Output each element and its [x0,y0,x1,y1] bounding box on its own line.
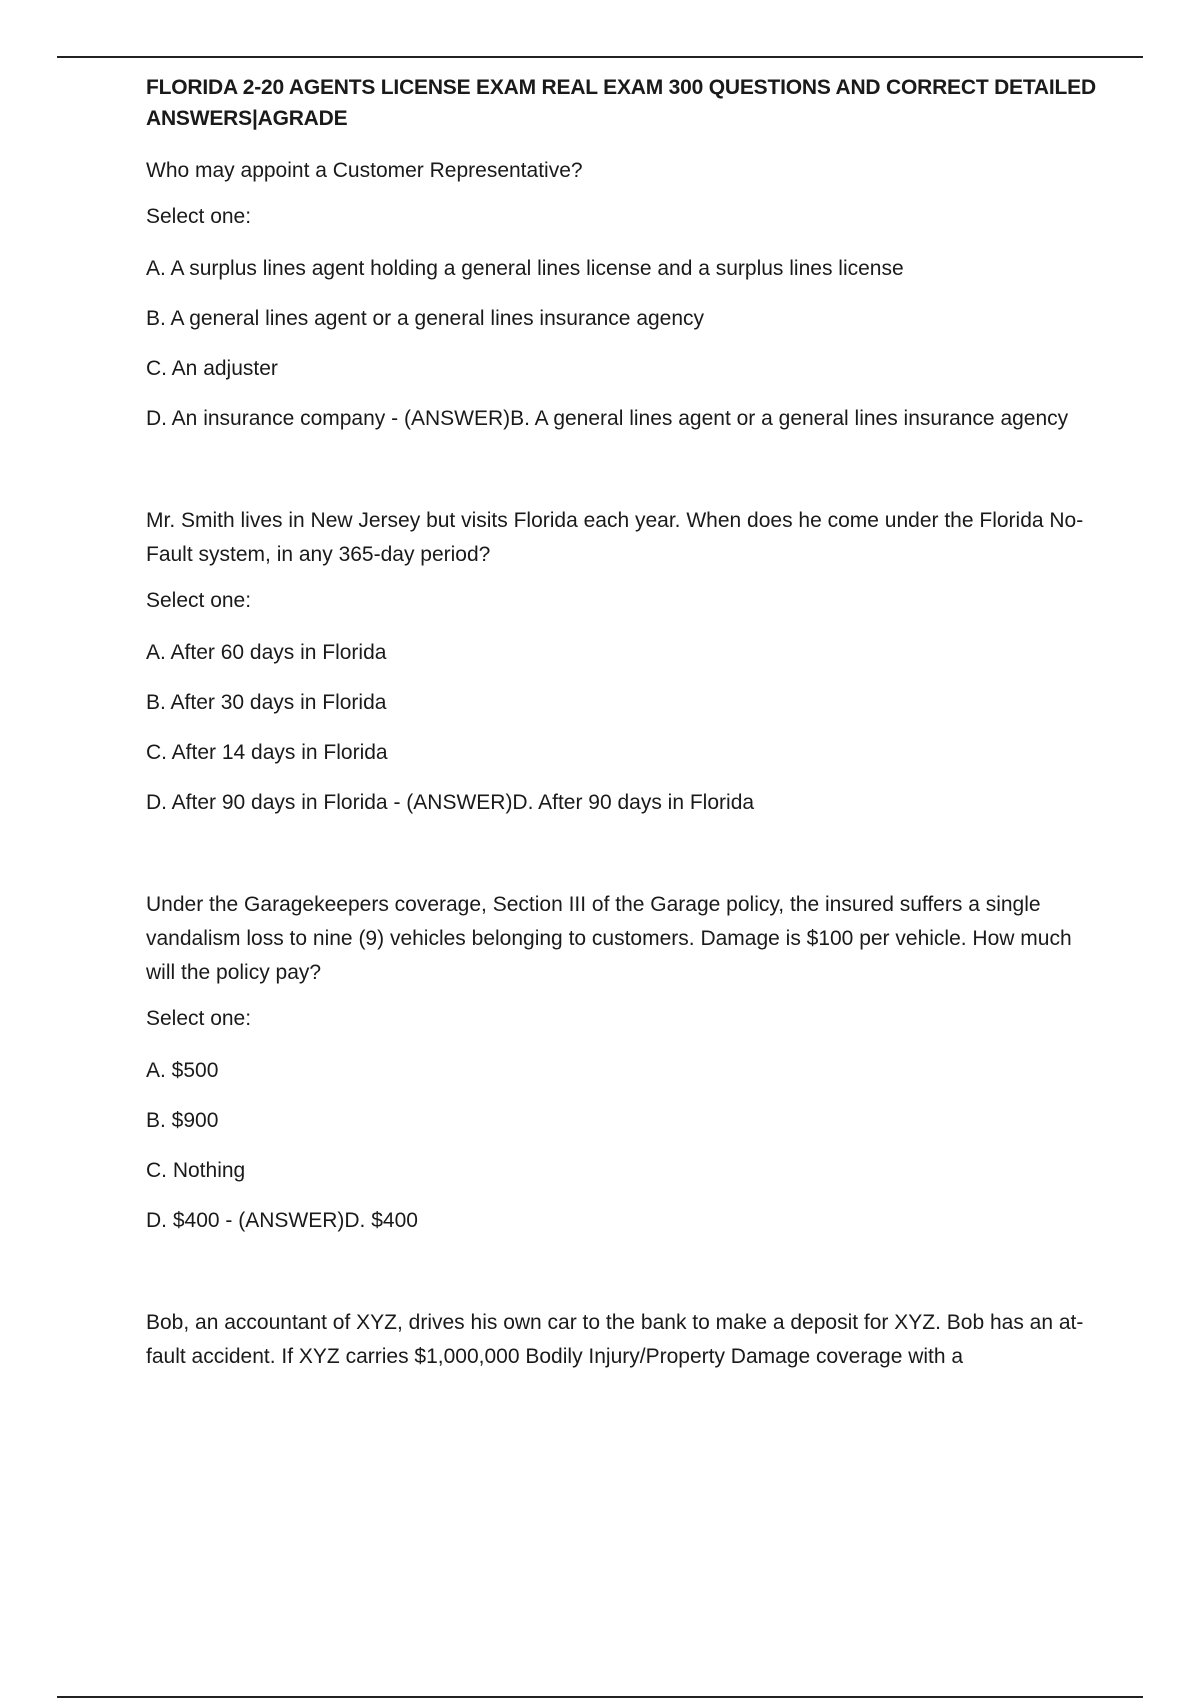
document-body [146,72,1106,1442]
document-title: FLORIDA 2-20 AGENTS LICENSE EXAM REAL EXAM 300 QUESTIONS AND CORRECT DETAILED ANSWERS|AGRADE [146,76,1096,130]
select-one-label: Select one: [146,205,252,228]
select-one-label: Select one: [146,1007,252,1030]
option-b: B. After 30 days in Florida [146,691,387,714]
question-text: Who may appoint a Customer Representative? [146,159,583,182]
option-c: C. Nothing [146,1159,246,1182]
question-1 [146,154,1106,436]
option-b: B. $900 [146,1109,219,1132]
question-3 [146,888,1106,1238]
question-text: Mr. Smith lives in New Jersey but visits Florida each year. When does he come under the Florida No-Fault system, in any 365-day period? [146,509,1084,566]
question-4 [146,1306,1106,1374]
question-text: Under the Garagekeepers coverage, Section III of the Garage policy, the insured suffers a single vandalism loss to nine (9) vehicles belonging to customers. Damage is $100 per vehicle. How much will the policy pay? [146,893,1072,984]
select-one-label: Select one: [146,589,252,612]
option-d-with-answer: D. An insurance company - (ANSWER)B. A general lines agent or a general lines insurance agency [146,407,1069,430]
bottom-rule [57,1696,1143,1698]
option-d-with-answer: D. $400 - (ANSWER)D. $400 [146,1209,418,1232]
option-c: C. After 14 days in Florida [146,741,388,764]
option-a: A. After 60 days in Florida [146,641,387,664]
option-b: B. A general lines agent or a general lines insurance agency [146,307,705,330]
option-d-with-answer: D. After 90 days in Florida - (ANSWER)D. After 90 days in Florida [146,791,755,814]
question-2 [146,504,1106,820]
option-c: C. An adjuster [146,357,278,380]
option-a: A. A surplus lines agent holding a general lines license and a surplus lines license [146,257,904,280]
top-rule [57,56,1143,58]
option-a: A. $500 [146,1059,219,1082]
question-text: Bob, an accountant of XYZ, drives his own car to the bank to make a deposit for XYZ. Bob has an at-fault accident. If XYZ carries $1,000,000 Bodily Injury/Property Damage coverage with a [146,1311,1084,1368]
